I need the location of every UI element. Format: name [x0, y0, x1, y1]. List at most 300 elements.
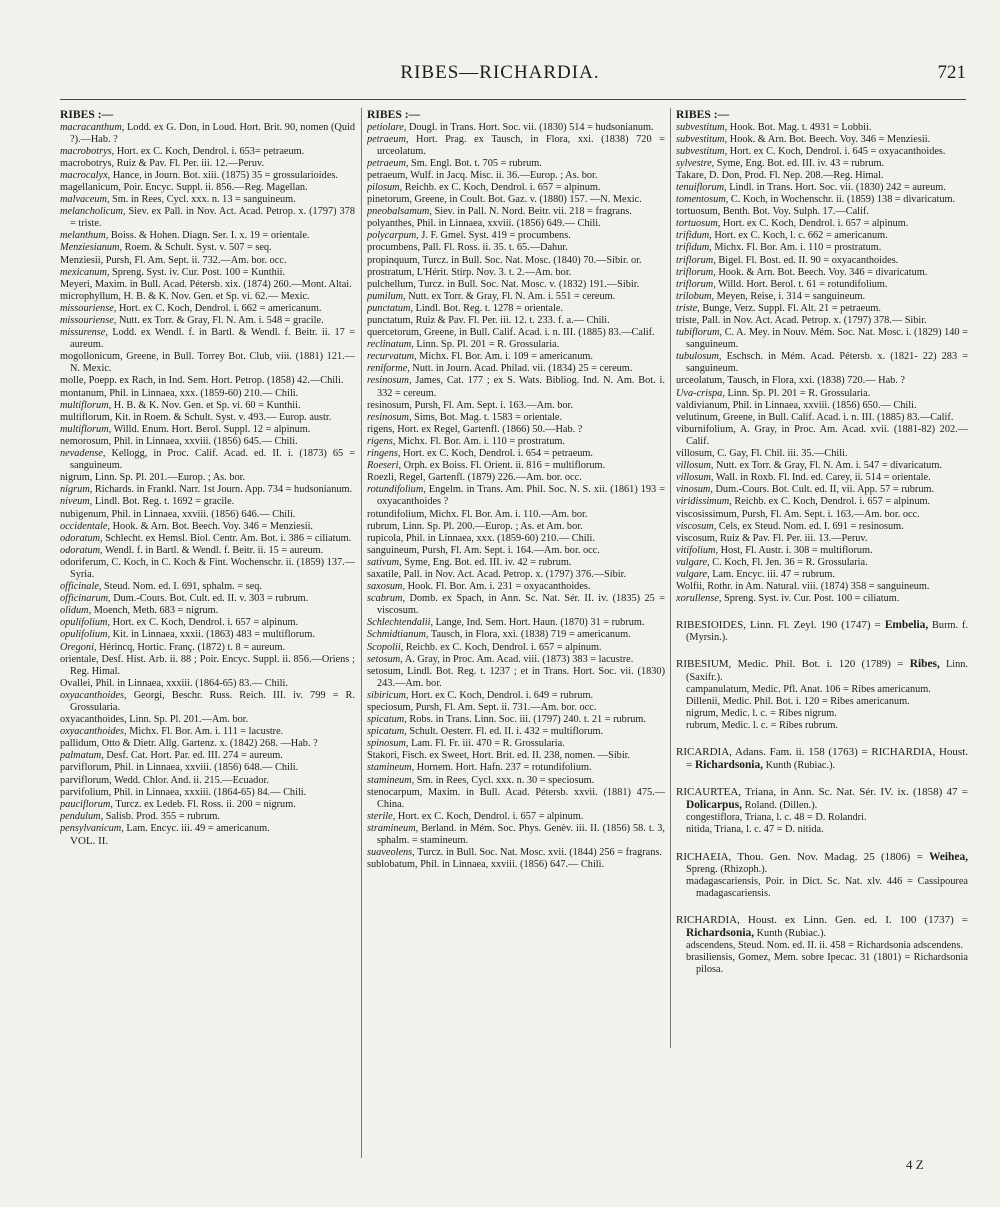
index-entry — [60, 726, 355, 738]
entry-epithet: stamineum, — [367, 774, 415, 786]
entry-epithet: trifidum, — [676, 242, 712, 254]
entry-epithet: pilosum, — [367, 181, 403, 193]
genus-entry — [676, 619, 968, 644]
entry-citation: Reichb. ex C. Koch, Dendrol. i. 657 = alpinum. — [404, 181, 601, 193]
genus-citation: RICHAEIA, Thou. Gen. Nov. Madag. 25 (1806) = — [676, 850, 930, 863]
genus-citation: RICAURTEA, Triana, in Ann. Sc. Nat. Sér. IV. ix. (1858) 47 = — [676, 786, 968, 799]
entry-citation: Hort. ex C. Koch, Dendrol. i. 653= petraeum. — [116, 145, 305, 157]
signature-mark: 4 Z — [906, 1157, 924, 1172]
entry-epithet: vulgare, — [676, 568, 710, 580]
index-entry — [367, 545, 665, 557]
index-entry — [367, 811, 665, 823]
index-entry — [367, 182, 665, 194]
index-entry — [367, 581, 665, 593]
index-entry — [367, 134, 665, 158]
entry-citation: magellanicum, Poir. Encyc. Suppl. ii. 856.—Reg. Magellan. — [60, 181, 308, 193]
entry-citation: Hook. & Arn. Bot. Beech. Voy. 346 = Menziesii. — [729, 133, 931, 145]
entry-epithet: pauciflorum, — [60, 798, 113, 810]
entry-epithet: tenuiflorum, — [676, 181, 727, 193]
entry-citation: Meyeri, Maxim. in Bull. Acad. Pétersb. xix. (1874) 260.—Mont. Altai. — [60, 278, 352, 290]
entry-citation: Dum.-Cours. Bot. Cult. ed. II, vii. App. 57 = rubrum. — [715, 484, 935, 496]
entry-epithet: officinale, — [60, 581, 102, 593]
entry-epithet: officinarum, — [60, 593, 111, 605]
entry-citation: C. A. Mey. in Nouv. Mém. Soc. Nat. Mosc. i. (1829) 140 = sanguineum. — [686, 327, 968, 351]
index-entry — [60, 617, 355, 629]
entry-citation: Tausch, in Flora, xxi. (1838) 719 = americanum. — [430, 629, 631, 641]
index-entry — [60, 642, 355, 654]
entry-citation: Desf. Cat. Hort. Par. ed. III. 274 = aureum. — [106, 750, 283, 762]
entry-citation: Ovallei, Phil. in Linnaea, xxxiii. (1864-65) 83.— Chili. — [60, 677, 288, 689]
entry-epithet: Menziesianum, — [60, 242, 123, 254]
index-entry — [60, 690, 355, 714]
entry-citation: prostratum, L'Hérit. Stirp. Nov. 3. t. 2.—Am. bor. — [367, 266, 572, 278]
index-entry — [60, 762, 355, 774]
entry-citation: Hort. ex C. Koch, Dendrol. i. 662 = americanum. — [118, 302, 322, 314]
entry-citation: Hort. ex C. Koch, Dendrol. i. 657 = alpinum. — [397, 810, 584, 822]
entry-epithet: pensylvanicum, — [60, 822, 124, 834]
entry-epithet: triflorum, — [676, 278, 716, 290]
index-entry — [60, 545, 355, 557]
entry-citation: Schlecht. ex Hemsl. Biol. Centr. Am. Bot. i. 386 = ciliatum. — [105, 532, 352, 544]
entry-citation: petraeum, Wulf. in Jacq. Misc. ii. 36.—Europ. ; As. bor. — [367, 169, 598, 181]
species-synonym: madagascariensis, Poir. in Dict. Sc. Nat. xlv. 446 = Cassipourea madagascariensis. — [686, 875, 968, 899]
entry-epithet: Roeseri, — [367, 460, 402, 472]
index-entry — [60, 424, 355, 436]
index-entry — [60, 557, 355, 581]
index-entry — [367, 557, 665, 569]
entry-epithet: pumilum, — [367, 290, 406, 302]
entry-citation: Roezli, Regel, Gartenfl. (1879) 226.—Am. bor. occ. — [367, 472, 582, 484]
entry-epithet: multiflorum, — [60, 399, 112, 411]
index-entry — [60, 412, 355, 424]
column-1 — [60, 108, 355, 1167]
index-entry — [676, 206, 968, 218]
index-entry — [676, 303, 968, 315]
entry-citation: polyanthes, Phil. in Linnaea, xxviii. (1856) 649.— Chili. — [367, 218, 601, 230]
entry-epithet: subvestitum, — [676, 133, 728, 145]
entry-citation: Turcz. in Bull. Soc. Nat. Mosc. xvii. (1844) 256 = fragrans. — [417, 847, 662, 859]
entry-citation: Michx. Fl. Bor. Am. i. 109 = americanum. — [419, 351, 593, 363]
entry-citation: Lodd. ex Wendl. f. in Bartl. & Wendl. f. Beitr. ii. 17 = aureum. — [70, 327, 355, 351]
index-entry — [60, 279, 355, 291]
index-entry — [60, 255, 355, 267]
index-entry — [676, 375, 968, 387]
index-entry — [60, 170, 355, 182]
index-entry — [676, 448, 968, 460]
genus-blocks — [676, 619, 968, 976]
entry-epithet: missurense, — [60, 327, 108, 339]
index-entry — [367, 230, 665, 242]
genus-entry — [676, 914, 968, 976]
entry-citation: Georgi, Beschr. Russ. Reich. III. iv. 799 = R. Grossularia. — [70, 689, 355, 713]
index-entry — [676, 194, 968, 206]
entry-epithet: polycarpum, — [367, 230, 419, 242]
index-entry — [676, 170, 968, 182]
index-entry — [676, 230, 968, 242]
entry-epithet: villosum, — [676, 472, 714, 484]
index-entry — [60, 521, 355, 533]
index-entry — [60, 823, 355, 835]
entry-epithet: scabrum, — [367, 593, 406, 605]
entry-epithet: ringens, — [367, 448, 401, 460]
entry-citation: Salisb. Prod. 355 = rubrum. — [105, 810, 220, 822]
entry-citation: J. F. Gmel. Syst. 419 = procumbens. — [421, 230, 571, 242]
entry-epithet: Scopolii, — [367, 641, 404, 653]
index-entry — [676, 267, 968, 279]
entry-citation: Spreng. Syst. iv. Cur. Post. 100 = ciliatum. — [724, 593, 900, 605]
entry-epithet: macracanthum, — [60, 121, 125, 133]
index-entry — [60, 182, 355, 194]
entry-list — [676, 122, 968, 606]
entry-epithet: subvestitum, — [676, 121, 728, 133]
entry-citation: C. Koch, Fl. Jen. 36 = R. Grossularia. — [712, 556, 868, 568]
entry-citation: resinosum, Pursh, Fl. Am. Sept. i. 163.—Am. bor. — [367, 399, 573, 411]
entry-epithet: vinosum, — [676, 484, 713, 496]
index-entry — [60, 509, 355, 521]
index-entry — [367, 617, 665, 629]
entry-citation: punctatum, Ruiz & Pav. Fl. Per. iii. 12. t. 233. f. a.— Chili. — [367, 315, 610, 326]
entry-epithet: punctatum, — [367, 302, 414, 314]
entry-epithet: tubulosum, — [676, 351, 722, 363]
index-entry — [367, 315, 665, 327]
index-entry — [676, 484, 968, 496]
entry-citation: mogollonicum, Greene, in Bull. Torrey Bot. Club, viii. (1881) 121.—N. Mexic. — [60, 351, 355, 375]
entry-citation: Roem. & Schult. Syst. v. 507 = seq. — [124, 242, 272, 254]
entry-list — [60, 122, 355, 836]
entry-citation: Nutt. ex Torr. & Gray, Fl. N. Am. i. 547 = divaricatum. — [716, 460, 942, 472]
entry-epithet: reniforme, — [367, 363, 410, 375]
entry-citation: Dum.-Cours. Bot. Cult. ed. II. v. 303 = rubrum. — [113, 593, 309, 605]
entry-citation: Reichb. ex C. Koch, Dendrol. i. 657 = alpinum. — [734, 496, 931, 508]
entry-epithet: rigens, — [367, 435, 396, 447]
index-entry — [60, 400, 355, 412]
entry-citation: Hort. ex C. Koch, Dendrol. i. 657 = alpinum. — [722, 218, 909, 230]
index-entry — [367, 823, 665, 847]
entry-epithet: multiflorum, — [60, 423, 112, 435]
entry-citation: Richards. in Frankl. Narr. 1st Journ. App. 734 = hudsonianum. — [94, 484, 353, 496]
index-entry — [367, 375, 665, 399]
accepted-genus: Ribes, — [909, 658, 940, 671]
entry-epithet: macrobotrys, — [60, 145, 115, 157]
entry-epithet: spicatum, — [367, 714, 407, 726]
index-entry — [367, 593, 665, 617]
index-entry — [367, 303, 665, 315]
entry-citation: Robs. in Trans. Linn. Soc. iii. (1797) 240. t. 21 = rubrum. — [409, 714, 646, 726]
entry-citation: velutinum, Greene, in Bull. Calif. Acad. i. n. III. (1885) 83.—Calif. — [676, 411, 954, 423]
entry-citation: multiflorum, Kit. in Roem. & Schult. Syst. v. 493.— Europ. austr. — [60, 411, 332, 423]
entry-epithet: saxosum, — [367, 581, 406, 593]
entry-epithet: viscosum, — [676, 520, 717, 532]
entry-citation: Lodd. ex G. Don, in Loud. Hort. Brit. 90, nomen (Quid ?).—Hab. ? — [70, 121, 355, 145]
index-entry — [60, 448, 355, 472]
entry-citation: triste, Pall. in Nov. Act. Acad. Petrop. x. (1797) 378.— Sibir. — [676, 315, 927, 326]
index-entry — [367, 750, 665, 762]
entry-citation: Kellogg, in Proc. Calif. Acad. ed. II. i. (1873) 65 = sanguineum. — [70, 448, 355, 472]
entry-epithet: macrocalyx, — [60, 169, 111, 181]
entry-citation: Wolfii, Rothr. in Am. Natural. viii. (1874) 358 = sanguineum. — [676, 581, 930, 593]
index-entry — [367, 351, 665, 363]
index-entry — [676, 351, 968, 375]
entry-citation: Nutt. ex Torr. & Gray, Fl. N. Am. i. 551 = cereum. — [408, 290, 616, 302]
index-entry — [367, 726, 665, 738]
index-entry — [676, 218, 968, 230]
entry-citation: Hérincq, Hortic. Franç. (1872) t. 8 = aureum. — [99, 641, 286, 653]
index-entry — [676, 412, 968, 424]
index-entry — [676, 460, 968, 472]
entry-citation: tortuosum, Benth. Bot. Voy. Sulph. 17.—Calif. — [676, 206, 869, 218]
index-entry — [367, 363, 665, 375]
column-2 — [367, 108, 665, 1167]
entry-citation: valdivianum, Phil. in Linnaea, xxviii. (1856) 650.— Chili. — [676, 399, 917, 411]
entry-citation: Hook. Bot. Mag. t. 4931 = Lobbii. — [729, 121, 872, 133]
entry-citation: rotundifolium, Michx. Fl. Bor. Am. i. 110.—Am. bor. — [367, 508, 588, 520]
entry-citation: Eschsch. in Mém. Acad. Pétersb. x. (1821- 22) 283 = sanguineum. — [686, 351, 968, 375]
entry-epithet: vitifolium, — [676, 544, 719, 556]
index-entry — [676, 122, 968, 134]
index-entry — [60, 472, 355, 484]
index-entry — [60, 242, 355, 254]
index-entry — [367, 424, 665, 436]
entry-epithet: sterile, — [367, 810, 396, 822]
species-synonym: Dillenii, Medic. Phil. Bot. i. 120 = Ribes americanum. — [686, 695, 910, 707]
index-entry — [60, 158, 355, 170]
index-entry — [60, 750, 355, 762]
index-entry — [60, 291, 355, 303]
entry-citation: rupicola, Phil. in Linnaea, xxx. (1859-60) 210.— Chili. — [367, 532, 595, 544]
index-entry — [676, 545, 968, 557]
entry-epithet: opulifolium, — [60, 617, 111, 629]
entry-citation: Menziesii, Pursh, Fl. Am. Sept. ii. 732.—Am. bor. occ. — [60, 254, 287, 266]
entry-citation: procumbens, Pall. Fl. Ross. ii. 35. t. 65.—Dahur. — [367, 242, 568, 254]
entry-epithet: nevadense, — [60, 448, 106, 460]
entry-citation: C. Koch, in Wochenschr. ii. (1859) 138 = divaricatum. — [730, 194, 956, 206]
entry-citation: viburnifolium, A. Gray, in Proc. Am. Acad. xvii. (1881-82) 202.—Calif. — [676, 423, 968, 447]
entry-citation: Hort. Prag. ex Tausch, in Flora, xxi. (1838) 720 = urceolatum. — [377, 133, 665, 157]
index-entry — [60, 678, 355, 690]
entry-citation: Lam. Encyc. iii. 47 = rubrum. — [712, 568, 835, 580]
index-entry — [367, 642, 665, 654]
entry-epithet: odoratum, — [60, 544, 103, 556]
entry-citation: pinetorum, Greene, in Coult. Bot. Gaz. v. (1880) 157. —N. Mexic. — [367, 194, 642, 206]
index-entry — [367, 775, 665, 787]
entry-citation: Nutt. ex Torr. & Gray, Fl. N. Am. i. 548 = gracile. — [118, 315, 324, 326]
entry-citation: nigrum, Linn. Sp. Pl. 201.—Europ. ; As. bor. — [60, 472, 246, 484]
index-entry — [367, 170, 665, 182]
entry-citation: urceolatum, Tausch, in Flora, xxi. (1838) 720.— Hab. ? — [676, 375, 906, 387]
entry-epithet: spicatum, — [367, 726, 407, 738]
entry-epithet: missouriense, — [60, 315, 117, 326]
entry-citation: Dougl. in Trans. Hort. Soc. vii. (1830) 514 = hudsonianum. — [408, 121, 654, 133]
index-entry — [60, 206, 355, 230]
index-entry — [60, 533, 355, 545]
entry-citation: montanum, Phil. in Linnaea, xxx. (1859-60) 210.— Chili. — [60, 387, 299, 399]
entry-epithet: oxyacanthoides, — [60, 689, 127, 701]
index-entry — [60, 327, 355, 351]
entry-citation: odoriferum, C. Koch, in C. Koch & Fint. Wochenschr. ii. (1859) 137.—Syria. — [60, 556, 355, 580]
entry-epithet: setosum, — [367, 653, 403, 665]
accepted-genus: Weihea, — [929, 850, 968, 863]
entry-citation: Sm. Engl. Bot. t. 705 = rubrum. — [411, 157, 542, 169]
index-entry — [676, 182, 968, 194]
entry-citation: setosum, Lindl. Bot. Reg. t. 1237 ; et in Trans. Hort. Soc. vii. (1830) 243.—Am. bor. — [367, 665, 665, 689]
entry-citation: Bigel. Fl. Bost. ed. II. 90 = oxyacanthoides. — [718, 254, 899, 266]
index-entry — [60, 787, 355, 799]
index-entry — [367, 666, 665, 690]
index-entry — [676, 472, 968, 484]
entry-citation: viscosum, Ruiz & Pav. Fl. Per. iii. 13.—Peruv. — [676, 532, 868, 544]
column-heading: RIBES :— — [60, 108, 114, 121]
entry-epithet: xorullense, — [676, 593, 722, 605]
entry-epithet: oxyacanthoides, — [60, 726, 127, 738]
entry-citation: Cels, ex Steud. Nom. ed. I. 691 = resinosum. — [718, 520, 904, 532]
entry-citation: Steud. Nom. ed. I. 691, sphalm. = seq. — [104, 581, 263, 593]
entry-citation: Siev. ex Pall. in Nov. Act. Acad. Petrop. x. (1797) 378 = triste. — [70, 206, 355, 230]
entry-citation: Takare, D. Don, Prod. Fl. Nep. 208.—Reg. Himal. — [676, 169, 884, 181]
index-entry — [676, 327, 968, 351]
entry-citation: Berland. in Mém. Soc. Phys. Genèv. iii. II. (1856) 58. t. 3, sphalm. = stamineum. — [377, 822, 665, 847]
index-entry — [367, 738, 665, 750]
entry-epithet: spinosum, — [367, 738, 409, 750]
index-entry — [367, 690, 665, 702]
entry-epithet: olidum, — [60, 605, 92, 617]
entry-epithet: resinosum, — [367, 411, 412, 423]
entry-citation: Lam. Fl. Fr. iii. 470 = R. Grossularia. — [411, 738, 565, 750]
entry-citation: H. B. & K. Nov. Gen. et Sp. vi. 60 = Kunthii. — [113, 399, 301, 411]
index-entry — [367, 218, 665, 230]
index-entry — [367, 521, 665, 533]
index-entry — [367, 654, 665, 666]
entry-citation: quercetorum, Greene, in Bull. Calif. Acad. i. n. III. (1885) 83.—Calif. — [367, 327, 655, 339]
genus-entry — [676, 851, 968, 900]
entry-citation: Willd. Enum. Hort. Berol. Suppl. 12 = alpinum. — [113, 423, 311, 435]
index-entry — [676, 315, 968, 327]
entry-epithet: sativum, — [367, 556, 402, 568]
entry-epithet: tomentosum, — [676, 194, 729, 206]
entry-citation: Syme, Eng. Bot. ed. III. iv. 43 = rubrum. — [716, 157, 885, 169]
entry-citation: Hornem. Hort. Hafn. 237 = rotundifolium. — [416, 762, 592, 774]
index-entry — [60, 799, 355, 811]
index-entry — [676, 255, 968, 267]
entry-citation: Wall. in Roxb. Fl. Ind. ed. Carey, ii. 514 = orientale. — [715, 472, 931, 484]
index-entry — [60, 315, 355, 327]
entry-epithet: stramineum, — [367, 822, 419, 834]
index-entry — [60, 629, 355, 641]
entry-epithet: rotundifolium, — [367, 484, 426, 496]
entry-citation: Moench, Meth. 683 = nigrum. — [93, 605, 219, 617]
index-entry — [367, 400, 665, 412]
index-entry — [676, 242, 968, 254]
index-entry — [60, 496, 355, 508]
entry-citation: Sm. in Rees, Cycl. xxx. n. 30 = speciosum. — [416, 774, 595, 786]
index-entry — [60, 122, 355, 146]
entry-epithet: pendulum, — [60, 810, 104, 822]
entry-citation: Bunge, Verz. Suppl. Fl. Alt. 21 = petraeum. — [702, 302, 881, 314]
index-entry — [367, 327, 665, 339]
genus-citation: RIBESIOIDES, Linn. Fl. Zeyl. 190 (1747) = — [676, 619, 885, 632]
entry-epithet: missouriense, — [60, 302, 117, 314]
entry-epithet: petraeum, — [367, 133, 409, 145]
entry-citation: Meyen, Reise, i. 314 = sanguineum. — [716, 290, 866, 302]
index-entry — [676, 496, 968, 508]
entry-citation: Lindl. Bot. Reg. t. 1278 = orientale. — [415, 302, 563, 314]
entry-citation: Michx. Fl. Bor. Am. i. 110 = prostratum. — [397, 435, 565, 447]
index-entry — [676, 279, 968, 291]
page-title: RIBES—RICHARDIA. — [400, 62, 600, 83]
entry-citation: saxatile, Pall. in Nov. Act. Acad. Petrop. x. (1797) 376.—Sibir. — [367, 568, 627, 580]
index-entry — [367, 847, 665, 859]
entry-citation: Domb. ex Spach, in Ann. Sc. Nat. Sér. II. iv. (1835) 25 = viscosum. — [377, 593, 665, 617]
index-entry — [60, 303, 355, 315]
entry-epithet: viridissimum, — [676, 496, 732, 508]
entry-citation: Orph. ex Boiss. Fl. Orient. ii. 816 = multiflorum. — [403, 460, 606, 472]
entry-epithet: tortuosum, — [676, 218, 721, 230]
column-heading: RIBES :— — [367, 108, 421, 121]
entry-epithet: resinosum, — [367, 375, 412, 387]
genus-family: Roland. (Dillen.). — [742, 800, 818, 812]
genus-family: Kunth (Rubiac.). — [754, 928, 827, 940]
index-entry — [676, 158, 968, 170]
entry-citation: Schult. Oesterr. Fl. ed. II. i. 432 = multiflorum. — [409, 726, 604, 738]
species-synonym: rubrum, Medic. l. c. = Ribes rubrum. — [686, 719, 838, 731]
index-entry — [367, 533, 665, 545]
genus-citation: RICARDIA, Adans. Fam. ii. 158 (1763) = RICHARDIA, Houst. = — [676, 746, 968, 772]
entry-epithet: stamineum, — [367, 762, 415, 774]
entry-epithet: suaveolens, — [367, 847, 415, 859]
species-synonym: nigrum, Medic. l. c. = Ribes nigrum. — [686, 707, 837, 719]
entry-epithet: petraeum, — [367, 157, 409, 169]
entry-epithet: pneobalsamum, — [367, 206, 432, 218]
index-entry — [60, 775, 355, 787]
entry-citation: rubrum, Linn. Sp. Pl. 200.—Europ. ; As. et Am. bor. — [367, 520, 583, 532]
entry-citation: Michx. Fl. Bor. Am. i. 111 = lacustre. — [129, 726, 284, 738]
accepted-genus: Richardsonia, — [694, 759, 764, 772]
index-entry — [367, 472, 665, 484]
column-divider-2 — [670, 108, 671, 1048]
entry-citation: Lindl. in Trans. Hort. Soc. vii. (1830) 242 = aureum. — [729, 181, 946, 193]
entry-citation: Lam. Encyc. iii. 49 = americanum. — [126, 822, 270, 834]
entry-citation: pallidum, Otto & Dietr. Allg. Gartenz. x. (1842) 268. —Hab. ? — [60, 738, 318, 750]
entry-citation: macrobotrys, Ruiz & Pav. Fl. Per. iii. 12.—Peruv. — [60, 157, 265, 169]
entry-citation: Hort. ex C. Koch, Dendrol. i. 657 = alpinum. — [112, 617, 299, 629]
entry-citation: Siev. in Pall. N. Nord. Beitr. vii. 218 = fragrans. — [434, 206, 632, 218]
index-entry — [676, 291, 968, 303]
entry-citation: orientale, Desf. Hist. Arb. ii. 88 ; Poir. Encyc. Suppl. ii. 856.—Oriens ; Reg. Himal. — [60, 653, 355, 677]
entry-citation: Host, Fl. Austr. i. 308 = multiflorum. — [720, 544, 873, 556]
genus-family: Burm. f. (Myrsin.). — [686, 620, 968, 644]
index-entry — [367, 629, 665, 641]
index-entry — [367, 291, 665, 303]
entry-citation: A. Gray, in Proc. Am. Acad. viii. (1873) 383 = lacustre. — [404, 653, 634, 665]
header-rule — [60, 99, 966, 100]
entry-epithet: Schmidtianum, — [367, 629, 429, 641]
species-synonym: nitida, Triana, l. c. 47 = D. nitida. — [686, 824, 824, 836]
index-entry — [367, 484, 665, 508]
entry-citation: Hort. ex C. Koch, Dendrol. i. 649 = rubrum. — [411, 689, 594, 701]
index-entry — [367, 762, 665, 774]
species-synonym: campanulatum, Medic. Pfl. Anat. 106 = Ribes americanum. — [686, 683, 931, 695]
index-entry — [60, 654, 355, 678]
genus-family: Kunth (Rubiac.). — [763, 760, 836, 772]
entry-citation: parviflorum, Wedd. Chlor. And. ii. 215.—Ecuador. — [60, 774, 269, 786]
index-entry — [367, 412, 665, 424]
index-entry — [676, 509, 968, 521]
index-entry — [60, 738, 355, 750]
entry-citation: sublobatum, Phil. in Linnaea, xxviii. (1856) 647.— Chili. — [367, 859, 605, 871]
entry-epithet: trifidum, — [676, 230, 712, 242]
index-entry — [676, 146, 968, 158]
entry-citation: Lange, Ind. Sem. Hort. Haun. (1870) 31 = rubrum. — [435, 617, 645, 629]
entry-citation: viscosissimum, Pursh, Fl. Am. Sept. i. 163.—Am. bor. occ. — [676, 508, 920, 520]
